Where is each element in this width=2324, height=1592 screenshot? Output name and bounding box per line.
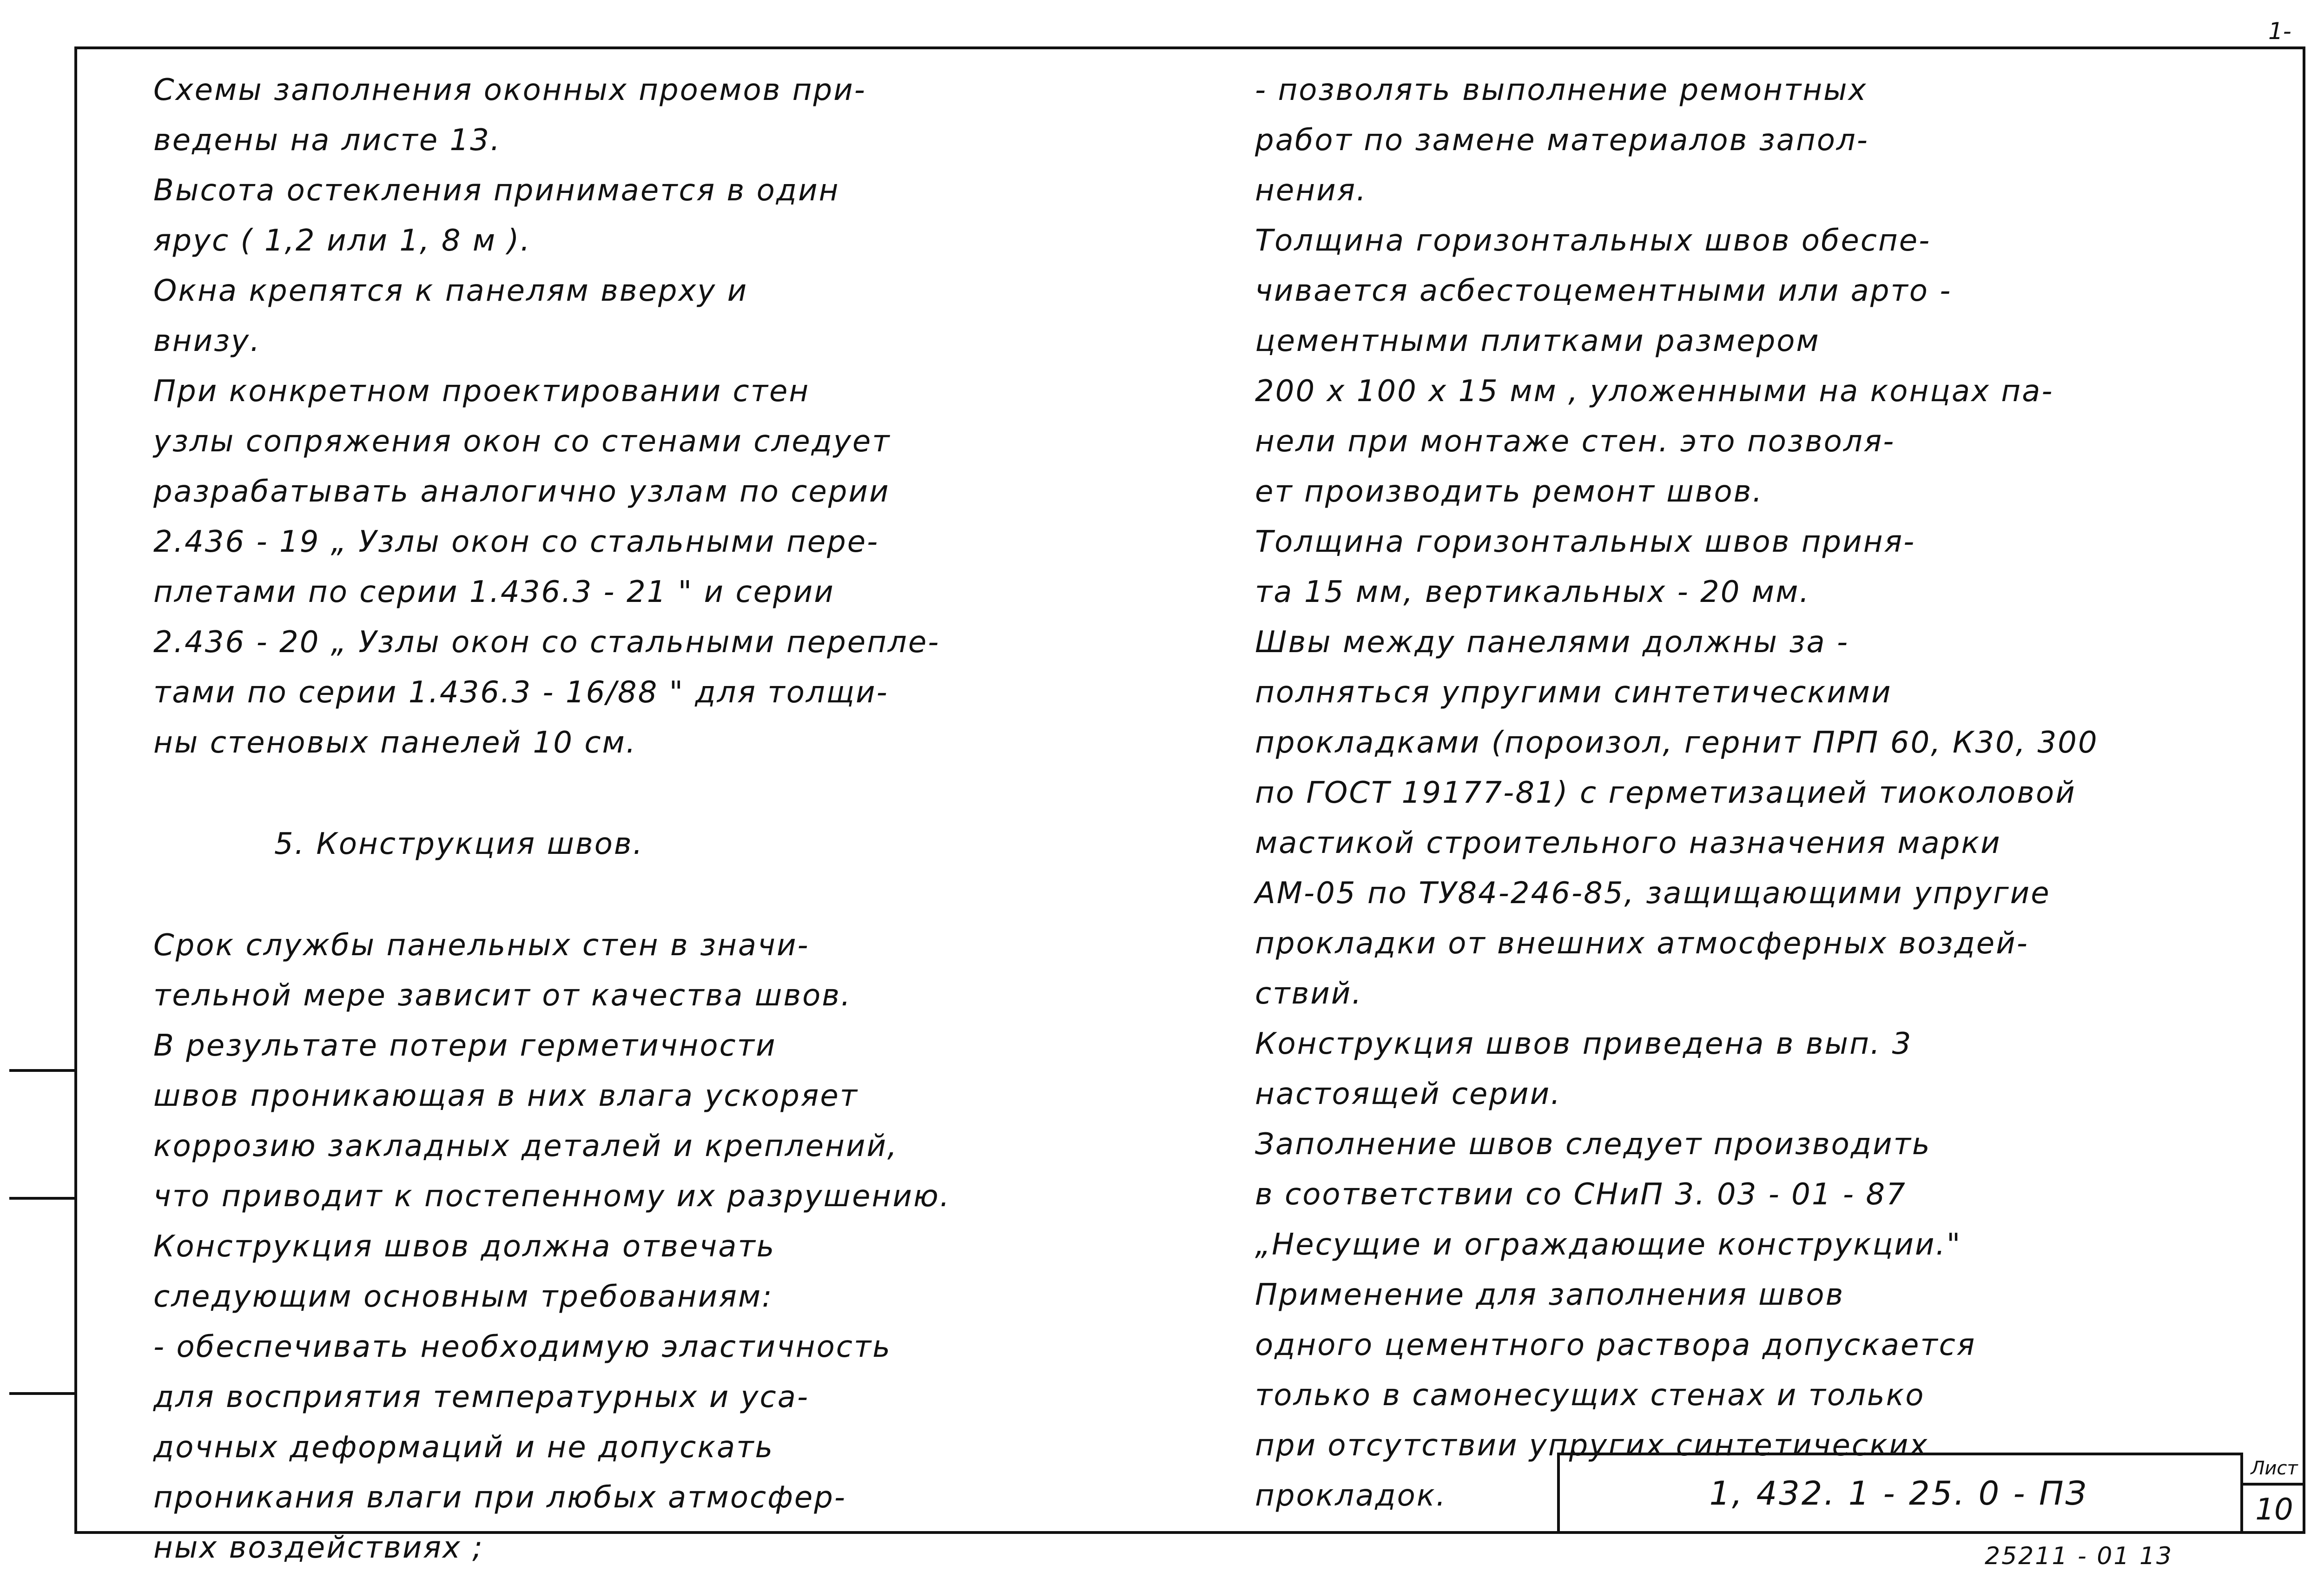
text-line: одного цементного раствора допускается	[1255, 1328, 1976, 1362]
margin-tick-2	[9, 1197, 74, 1200]
text-line: - обеспечивать необходимую эластичность	[153, 1330, 891, 1364]
text-line: Срок службы панельных стен в значи-	[153, 928, 810, 963]
text-line: настоящей серии.	[1255, 1077, 1562, 1111]
left-text-column	[153, 65, 1176, 1573]
text-line: ведены на листе 13.	[153, 123, 502, 158]
text-line: Толщина горизонтальных швов обеспе-	[1255, 224, 1931, 258]
corner-mark: 1-	[2268, 18, 2291, 45]
text-line: при отсутствии упругих синтетических	[1255, 1428, 1929, 1463]
text-line: Окна крепятся к панелям вверху и	[153, 274, 748, 308]
text-line: следующим основным требованиям:	[153, 1280, 773, 1314]
text-line: При конкретном проектировании стен	[153, 374, 810, 409]
text-line: по ГОСТ 19177-81) с герметизацией тиоколовой	[1255, 776, 2076, 810]
text-line: полняться упругими синтетическими	[1255, 675, 1892, 710]
text-line: швов проникающая в них влага ускоряет	[153, 1079, 859, 1113]
text-line: Конструкция швов приведена в вып. 3	[1255, 1027, 1913, 1061]
text-line: Применение для заполнения швов	[1255, 1278, 1845, 1312]
text-line: тельной мере зависит от качества швов.	[153, 978, 852, 1013]
text-line: что приводит к постепенному их разрушению.	[153, 1179, 951, 1214]
text-line: проникания влаги при любых атмосфер-	[153, 1480, 846, 1515]
text-line: ны стеновых панелей 10 см.	[153, 726, 637, 760]
text-line: Швы между панелями должны за -	[1255, 625, 1849, 660]
margin-tick-1	[9, 1069, 74, 1072]
text-line: для восприятия температурных и уса-	[153, 1380, 810, 1414]
text-line: коррозию закладных деталей и креплений,	[153, 1129, 898, 1163]
text-line: узлы сопряжения окон со стенами следует	[153, 424, 891, 459]
text-line: внизу.	[153, 324, 261, 358]
text-line: плетами по серии 1.436.3 - 21 " и серии	[153, 575, 835, 609]
text-line: дочных деформаций и не допускать	[153, 1430, 774, 1465]
text-line: В результате потери герметичности	[153, 1029, 777, 1063]
text-line: ствий.	[1255, 977, 1363, 1011]
sheet-label: Лист	[2243, 1454, 2305, 1486]
text-line: ярус ( 1,2 или 1, 8 м ).	[153, 224, 531, 258]
text-line: мастикой строительного назначения марки	[1255, 826, 2001, 860]
text-line: Высота остекления принимается в один	[153, 173, 840, 208]
text-line: 2.436 - 20 „ Узлы окон со стальными перепле-	[153, 625, 940, 660]
text-line: Конструкция швов должна отвечать	[153, 1229, 776, 1264]
text-line: тами по серии 1.436.3 - 16/88 " для толщи-	[153, 675, 889, 710]
text-line: только в самонесущих стенах и только	[1255, 1378, 1925, 1413]
text-line: цементными плитками размером	[1255, 324, 1820, 358]
text-line: прокладками (пороизол, гернит ПРП 60, К30, 300	[1255, 726, 2099, 760]
text-line: прокладок.	[1255, 1479, 1447, 1513]
text-line: 200 х 100 х 15 мм , уложенными на концах па-	[1255, 374, 2054, 409]
text-line: АМ-05 по ТУ84-246-85, защищающими упругие	[1255, 876, 2051, 911]
right-text-column	[1255, 65, 2231, 1521]
text-line: ных воздействиях ;	[153, 1531, 484, 1565]
text-line: Схемы заполнения оконных проемов при-	[153, 73, 866, 107]
text-line: - позволять выполнение ремонтных	[1255, 73, 1868, 107]
text-line: „Несущие и ограждающие конструкции."	[1255, 1228, 1962, 1262]
sheet-number: 10	[2255, 1493, 2293, 1527]
text-line: разрабатывать аналогично узлам по серии	[153, 475, 890, 509]
text-line: нели при монтаже стен. это позволя-	[1255, 424, 1895, 459]
document-code: 1, 432. 1 - 25. 0 - ПЗ	[1709, 1474, 2088, 1513]
text-line: 2.436 - 19 „ Узлы окон со стальными пере-	[153, 525, 879, 559]
text-line: нения.	[1255, 173, 1367, 208]
text-line: прокладки от внешних атмосферных воздей-	[1255, 926, 2029, 961]
margin-tick-3	[9, 1392, 74, 1395]
text-line: работ по замене материалов запол-	[1255, 123, 1869, 158]
text-line: Толщина горизонтальных швов приня-	[1255, 525, 1916, 559]
text-line: чивается асбестоцементными или арто -	[1255, 274, 1952, 308]
text-line: Заполнение швов следует производить	[1255, 1127, 1931, 1162]
text-line: та 15 мм, вертикальных - 20 мм.	[1255, 575, 1810, 609]
text-line: в соответствии со СНиП 3. 03 - 01 - 87	[1255, 1177, 1907, 1212]
section-heading: 5. Конструкция швов.	[274, 827, 644, 861]
text-line: ет производить ремонт швов.	[1255, 475, 1763, 509]
footer-code: 25211 - 01 13	[1985, 1542, 2173, 1570]
